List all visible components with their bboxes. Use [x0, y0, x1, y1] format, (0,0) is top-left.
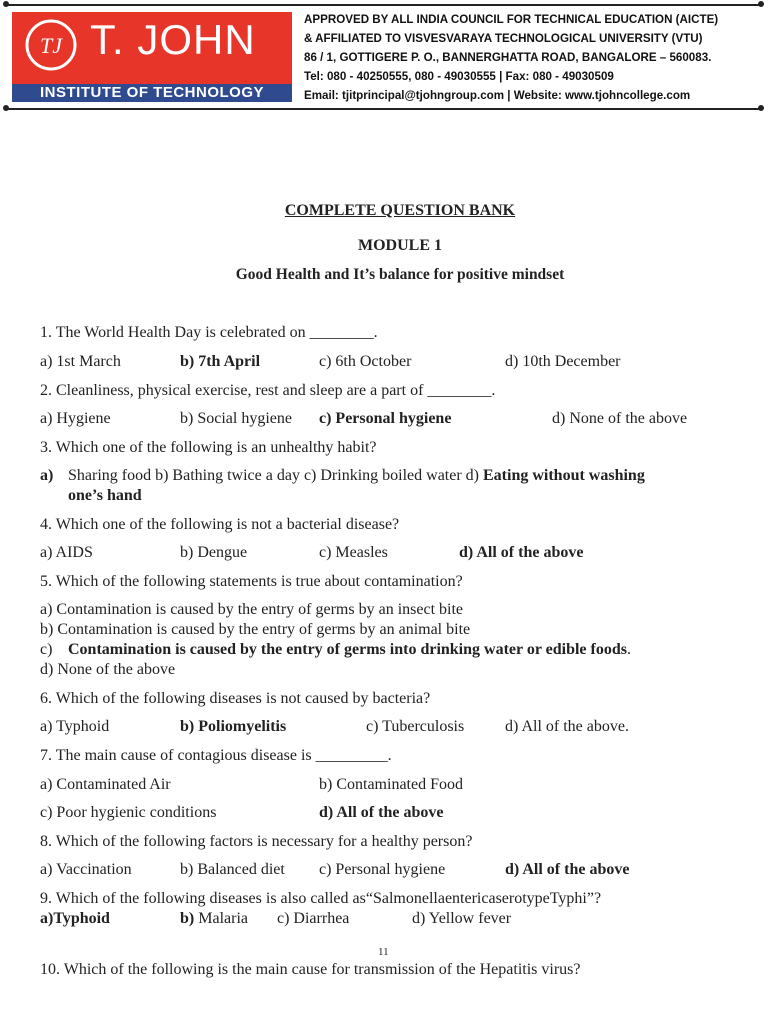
institute-logo	[12, 12, 292, 102]
q9-option-b	[180, 909, 248, 929]
q8-option-c: c) Personal hygiene	[319, 861, 446, 878]
contact-line: & AFFILIATED TO VISVESVARAYA TECHNOLOGICAL UNIVERSITY (VTU)	[304, 32, 703, 45]
q5-option-a: a) Contamination is caused by the entry of germs by an insect bite	[40, 601, 463, 618]
question-9: 9. Which of the following diseases is also called as“SalmonellaentericaserotypeTyphi”?	[40, 890, 602, 907]
q6-option-d: d) All of the above.	[505, 718, 629, 735]
q2-option-c-answer: c) Personal hygiene	[319, 410, 452, 427]
q3-option-d-answer-cont: one’s hand	[68, 487, 142, 504]
q1-option-b-answer: b) 7th April	[180, 353, 261, 370]
q9-option-b-label: b)	[180, 910, 195, 927]
module-subtitle: Good Health and It’s balance for positive mindset	[235, 266, 565, 283]
q3-option-d-answer: Eating without washing	[483, 467, 645, 484]
page-number: 11	[378, 946, 389, 958]
q9-option-c: c) Diarrhea	[277, 910, 350, 927]
q9-option-b-text: Malaria	[194, 910, 248, 927]
q9-option-a-answer: a)Typhoid	[40, 910, 110, 927]
header-bottom-dot-right	[758, 105, 764, 111]
q4-option-b: b) Dengue	[180, 544, 248, 561]
q7-option-d-answer: d) All of the above	[319, 804, 444, 821]
contact-line: APPROVED BY ALL INDIA COUNCIL FOR TECHNICAL EDUCATION (AICTE)	[304, 13, 719, 26]
q5-option-c-answer: Contamination is caused by the entry of germs into drinking water or edible foods	[68, 641, 627, 658]
q6-option-a: a) Typhoid	[40, 718, 110, 735]
header-bottom-dot-left	[3, 105, 9, 111]
q3-option-a-label: a)	[40, 467, 54, 484]
header-bottom-rule	[6, 108, 762, 110]
header-top-dot-right	[758, 1, 764, 7]
q3-options-line	[68, 466, 645, 486]
q4-option-d-answer: d) All of the above	[459, 544, 584, 561]
seal-monogram: TJ	[40, 33, 62, 58]
question-6: 6. Which of the following diseases is not caused by bacteria?	[40, 690, 431, 707]
q7-option-b: b) Contaminated Food	[319, 776, 463, 793]
q6-option-b-answer: b) Poliomyelitis	[180, 718, 287, 735]
q6-option-c: c) Tuberculosis	[366, 718, 465, 735]
q7-option-a: a) Contaminated Air	[40, 776, 171, 793]
q9-option-d: d) Yellow fever	[412, 910, 512, 927]
q1-option-d: d) 10th December	[505, 353, 621, 370]
q4-option-c: c) Measles	[319, 544, 388, 561]
question-4: 4. Which one of the following is not a bacterial disease?	[40, 516, 400, 533]
question-1: 1. The World Health Day is celebrated on ________.	[40, 324, 378, 341]
logo-band: INSTITUTE OF TECHNOLOGY	[12, 84, 292, 102]
q5-option-c-label: c)	[40, 641, 53, 658]
question-8: 8. Which of the following factors is necessary for a healthy person?	[40, 833, 473, 850]
q1-option-a: a) 1st March	[40, 353, 121, 370]
q2-option-a: a) Hygiene	[40, 410, 111, 427]
contact-line: Email: tjitprincipal@tjohngroup.com | Website: www.tjohncollege.com	[304, 89, 691, 102]
q5-option-b: b) Contamination is caused by the entry of germs by an animal bite	[40, 621, 471, 638]
q8-option-d-answer: d) All of the above	[505, 861, 630, 878]
q8-option-b: b) Balanced diet	[180, 861, 285, 878]
contact-line: Tel: 080 - 40250555, 080 - 49030555 | Fax: 080 - 49030509	[304, 70, 614, 83]
q5-option-c-line	[68, 640, 631, 660]
logo-name: T. JOHN	[90, 16, 256, 63]
header-top-rule	[6, 4, 762, 6]
q5-option-c-period: .	[626, 641, 631, 658]
q8-option-a: a) Vaccination	[40, 861, 132, 878]
question-2: 2. Cleanliness, physical exercise, rest and sleep are a part of ________.	[40, 382, 496, 399]
q2-option-b: b) Social hygiene	[180, 410, 292, 427]
q3-options: Sharing food b) Bathing twice a day c) Drinking boiled water d)	[68, 467, 479, 484]
q4-option-a: a) AIDS	[40, 544, 93, 561]
q1-option-c: c) 6th October	[319, 353, 412, 370]
question-7: 7. The main cause of contagious disease is _________.	[40, 747, 392, 764]
q7-option-c: c) Poor hygienic conditions	[40, 804, 217, 821]
q2-option-d: d) None of the above	[552, 410, 688, 427]
seal-icon	[24, 18, 78, 72]
question-5: 5. Which of the following statements is true about contamination?	[40, 573, 463, 590]
contact-line: 86 / 1, GOTTIGERE P. O., BANNERGHATTA ROAD, BANGALORE – 560083.	[304, 51, 712, 64]
logo-red-panel	[12, 12, 292, 78]
document-title: COMPLETE QUESTION BANK	[284, 202, 516, 219]
header-top-dot-left	[3, 1, 9, 7]
question-10: 10. Which of the following is the main cause for transmission of the Hepatitis virus?	[40, 961, 581, 978]
institute-contact-block	[304, 10, 754, 105]
question-3: 3. Which one of the following is an unhealthy habit?	[40, 439, 377, 456]
q5-option-d: d) None of the above	[40, 661, 176, 678]
module-heading: MODULE 1	[358, 237, 442, 254]
